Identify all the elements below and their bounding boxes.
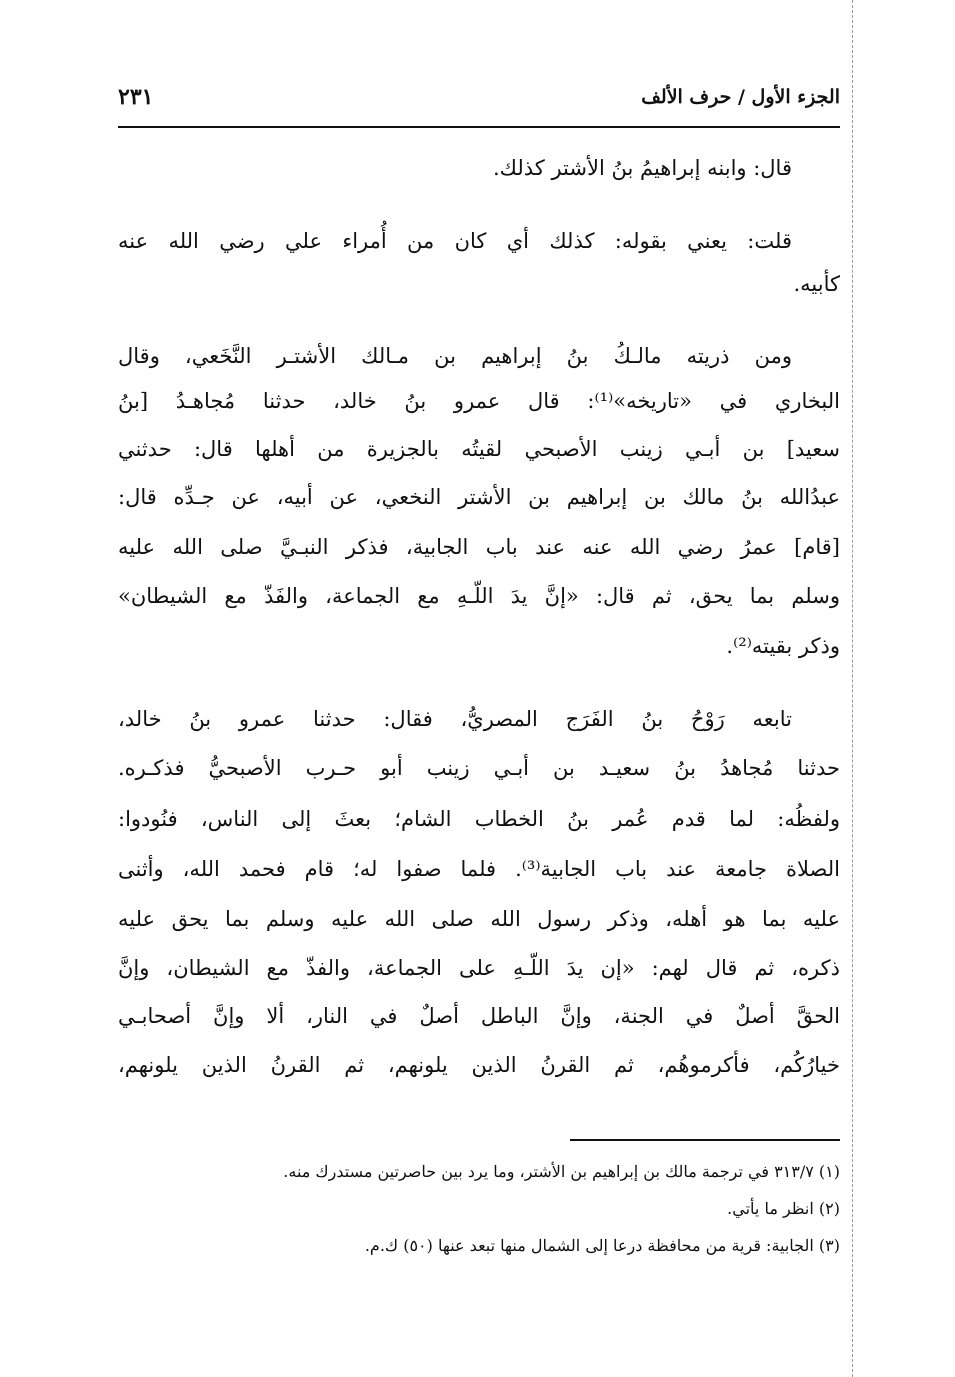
paragraph-4-line-2: حدثنا مُجاهدُ بنُ سعيـد بن أبـي زينب أبو حـرب الأصبحيُّ فذكـره. — [118, 756, 840, 780]
footnote-3: (٣) الجابية: قرية من محافظة درعا إلى الشمال منها تبعد عنها (٥٠) ك.م. — [364, 1236, 840, 1255]
paragraph-4-line-3: ولفظُه: لما قدم عُمر بنُ الخطاب الشام؛ بعثَ إلى الناس، فنُودوا: — [118, 807, 840, 831]
paragraph-3-line-7: وذكر بقيته⁽²⁾. — [726, 634, 840, 658]
paragraph-4-line-1: تابعه رَوْحُ بنُ الفَرَج المصريُّ، فقال: حدثنا عمرو بنُ خالد، — [118, 707, 792, 731]
paragraph-4-line-8: خيارُكُم، فأكرموهُم، ثم القرنُ الذين يلونهم، ثم القرنُ الذين يلونهم، — [118, 1053, 840, 1077]
paragraph-3-line-2: البخاري في «تاريخه»⁽¹⁾: قال عمرو بنُ خالد، حدثنا مُجاهـدُ [بنُ — [118, 389, 840, 413]
paragraph-3-line-3: سعيد] بن أبـي زينب الأصبحي لقيتُه بالجزيرة من أهلها قال: حدثني — [118, 437, 840, 461]
paragraph-3-line-6: وسلم بما يحق، ثم قال: «إنَّ يدَ اللّـهِ مع الجماعة، والفَذّ مع الشيطان» — [118, 584, 840, 608]
running-header — [118, 82, 840, 120]
paragraph-3-line-4: عبدُالله بنُ مالك بن إبراهيم بن الأشتر النخعي، عن أبيه، عن جـدِّه قال: — [118, 485, 840, 509]
footnote-separator — [570, 1139, 840, 1141]
footnote-2: (٢) انظر ما يأتي. — [727, 1199, 840, 1218]
page-edge-guide — [852, 0, 853, 1377]
paragraph-4-line-7: الحقَّ أصلٌ في الجنة، وإنَّ الباطل أصلٌ في النار، ألا وإنَّ أصحابـي — [118, 1004, 840, 1028]
running-header-title: الجزء الأول / حرف الألف — [641, 86, 840, 108]
paragraph-3-line-1: ومن ذريته مالـكُ بنُ إبراهيم بن مـالك الأشتـر النَّخَعي، وقال — [118, 344, 792, 368]
footnote-1: (١) ٣١٣/٧ في ترجمة مالك بن إبراهيم بن الأشتر، وما يرد بين حاصرتين مستدرك منه. — [283, 1162, 840, 1181]
paragraph-4-line-6: ذكره، ثم قال لهم: «إن يدَ اللّـهِ على الجماعة، والفذّ مع الشيطان، وإنَّ — [118, 956, 840, 980]
paragraph-2-line-2: كأبيه. — [793, 272, 840, 296]
page-number: ٢٣١ — [118, 84, 154, 110]
paragraph-1-line-1: قال: وابنه إبراهيمُ بنُ الأشتر كذلك. — [492, 156, 792, 180]
paragraph-4-line-4: الصلاة جامعة عند باب الجابية⁽³⁾. فلما صفوا له؛ قام فحمد الله، وأثنى — [118, 857, 841, 881]
paragraph-4-line-5: عليه بما هو أهله، وذكر رسول الله صلى الله عليه وسلم بما يحق عليه — [118, 907, 840, 931]
header-rule — [118, 126, 840, 128]
paragraph-2-line-1: قلت: يعني بقوله: كذلك أي كان من أُمراء علي رضي الله عنه — [118, 229, 792, 253]
paragraph-3-line-5: [قام] عمرُ رضي الله عنه عند باب الجابية، فذكر النبـيَّ صلى الله عليه — [118, 535, 840, 559]
